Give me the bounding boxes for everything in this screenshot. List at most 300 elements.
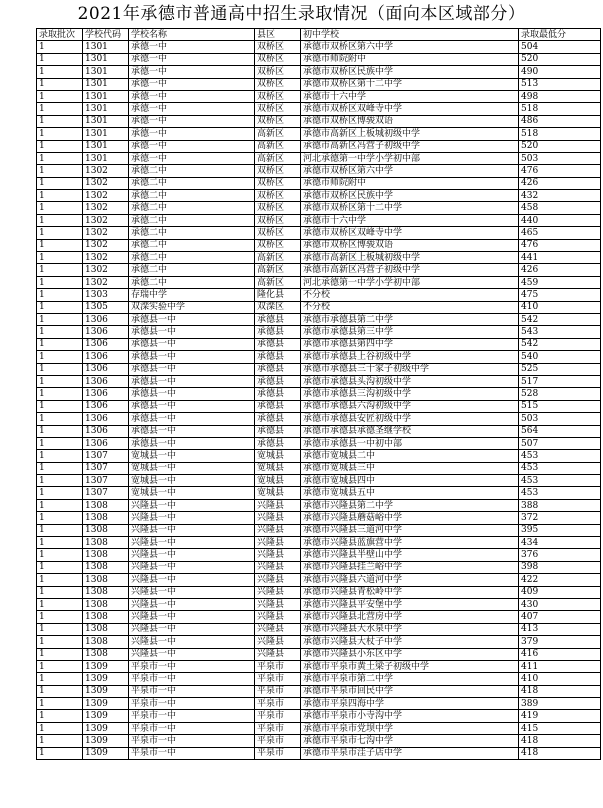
cell-batch: 1 [37,190,83,202]
cell-junior-school: 承德市平泉市回民中学 [301,685,519,697]
cell-school-name: 承德一中 [129,128,255,140]
cell-school-code: 1306 [83,351,129,363]
cell-junior-school: 承德市十六中学 [301,90,519,102]
cell-school-name: 承德县一中 [129,326,255,338]
table-row [37,190,601,202]
cell-county: 平泉市 [255,722,301,734]
cell-junior-school: 河北承德第一中学小学初中部 [301,152,519,164]
table-row [37,512,601,524]
cell-min-score: 395 [519,524,601,536]
cell-junior-school: 承德市承德县第二中学 [301,313,519,325]
cell-school-name: 兴隆县一中 [129,574,255,586]
cell-min-score: 486 [519,115,601,127]
cell-junior-school: 承德市兴隆县大杖子中学 [301,636,519,648]
cell-school-code: 1307 [83,462,129,474]
table-row [37,673,601,685]
cell-school-name: 平泉市一中 [129,698,255,710]
cell-batch: 1 [37,152,83,164]
cell-batch: 1 [37,301,83,313]
cell-county: 承德县 [255,338,301,350]
table-row [37,475,601,487]
cell-school-code: 1306 [83,400,129,412]
table-row [37,487,601,499]
cell-school-name: 宽城县一中 [129,487,255,499]
cell-batch: 1 [37,375,83,387]
table-row [37,388,601,400]
cell-county: 双桥区 [255,214,301,226]
cell-county: 承德县 [255,400,301,412]
cell-county: 双桥区 [255,165,301,177]
cell-junior-school: 承德市平泉市洼子店中学 [301,747,519,759]
cell-junior-school: 承德市承德县头沟初级中学 [301,375,519,387]
cell-school-name: 承德县一中 [129,425,255,437]
table-row [37,499,601,511]
cell-county: 兴隆县 [255,636,301,648]
cell-min-score: 458 [519,202,601,214]
cell-junior-school: 不分校 [301,289,519,301]
cell-school-code: 1308 [83,623,129,635]
page-title: 2021年承德市普通高中招生录取情况（面向本区域部分） [77,4,526,24]
cell-school-code: 1309 [83,747,129,759]
cell-batch: 1 [37,177,83,189]
cell-school-code: 1302 [83,264,129,276]
cell-school-code: 1303 [83,289,129,301]
cell-school-code: 1301 [83,41,129,53]
cell-school-name: 双滦实验中学 [129,301,255,313]
table-row [37,363,601,375]
header-batch: 录取批次 [37,29,83,41]
cell-county: 兴隆县 [255,623,301,635]
cell-min-score: 430 [519,598,601,610]
cell-county: 隆化县 [255,289,301,301]
cell-min-score: 498 [519,90,601,102]
cell-min-score: 465 [519,227,601,239]
cell-junior-school: 河北承德第一中学小学初中部 [301,276,519,288]
cell-county: 宽城县 [255,487,301,499]
cell-county: 双桥区 [255,103,301,115]
cell-min-score: 388 [519,499,601,511]
cell-batch: 1 [37,598,83,610]
cell-school-code: 1307 [83,475,129,487]
cell-school-name: 兴隆县一中 [129,524,255,536]
cell-min-score: 411 [519,660,601,672]
cell-batch: 1 [37,698,83,710]
cell-min-score: 372 [519,512,601,524]
cell-school-code: 1309 [83,660,129,672]
table-row [37,549,601,561]
cell-county: 宽城县 [255,475,301,487]
cell-junior-school: 承德市师院附中 [301,177,519,189]
cell-junior-school: 承德市双桥区第六中学 [301,165,519,177]
cell-school-code: 1306 [83,388,129,400]
cell-junior-school: 承德市承德县六沟初级中学 [301,400,519,412]
cell-school-name: 兴隆县一中 [129,598,255,610]
cell-school-code: 1301 [83,103,129,115]
cell-school-name: 兴隆县一中 [129,586,255,598]
cell-batch: 1 [37,487,83,499]
cell-min-score: 520 [519,140,601,152]
cell-min-score: 418 [519,735,601,747]
cell-school-name: 承德二中 [129,165,255,177]
cell-school-name: 承德县一中 [129,313,255,325]
header-junior-school: 初中学校 [301,29,519,41]
header-county: 县区 [255,29,301,41]
cell-junior-school: 承德市宽城县五中 [301,487,519,499]
cell-county: 承德县 [255,375,301,387]
table-row [37,338,601,350]
cell-county: 兴隆县 [255,549,301,561]
cell-batch: 1 [37,53,83,65]
cell-min-score: 476 [519,165,601,177]
cell-school-code: 1308 [83,586,129,598]
table-row [37,301,601,313]
cell-county: 双桥区 [255,53,301,65]
cell-batch: 1 [37,611,83,623]
cell-school-name: 承德二中 [129,264,255,276]
cell-county: 承德县 [255,437,301,449]
cell-school-code: 1301 [83,78,129,90]
cell-min-score: 503 [519,152,601,164]
table-row [37,561,601,573]
cell-school-name: 承德一中 [129,66,255,78]
table-row [37,437,601,449]
cell-school-code: 1309 [83,685,129,697]
cell-school-name: 承德二中 [129,252,255,264]
cell-school-name: 承德二中 [129,276,255,288]
cell-school-code: 1308 [83,499,129,511]
table-row [37,239,601,251]
table-row [37,152,601,164]
cell-school-name: 承德县一中 [129,388,255,400]
cell-min-score: 389 [519,698,601,710]
cell-batch: 1 [37,165,83,177]
cell-min-score: 426 [519,264,601,276]
cell-batch: 1 [37,239,83,251]
cell-county: 兴隆县 [255,598,301,610]
cell-school-name: 平泉市一中 [129,747,255,759]
cell-batch: 1 [37,326,83,338]
cell-school-name: 宽城县一中 [129,450,255,462]
cell-school-name: 承德二中 [129,214,255,226]
cell-school-code: 1308 [83,512,129,524]
table-row [37,214,601,226]
table-row [37,685,601,697]
cell-batch: 1 [37,388,83,400]
table-row [37,140,601,152]
cell-school-code: 1309 [83,735,129,747]
cell-county: 高新区 [255,252,301,264]
table-row [37,41,601,53]
cell-min-score: 434 [519,537,601,549]
table-row [37,598,601,610]
table-row [37,375,601,387]
table-row [37,103,601,115]
cell-batch: 1 [37,450,83,462]
header-min-score: 录取最低分 [519,29,601,41]
cell-junior-school: 承德市高新区冯营子初级中学 [301,140,519,152]
cell-junior-school: 承德市承德县上谷初级中学 [301,351,519,363]
cell-batch: 1 [37,41,83,53]
cell-school-name: 承德二中 [129,239,255,251]
cell-batch: 1 [37,462,83,474]
cell-batch: 1 [37,425,83,437]
cell-junior-school: 承德市兴隆县蘑菇峪中学 [301,512,519,524]
cell-school-code: 1308 [83,537,129,549]
cell-county: 兴隆县 [255,524,301,536]
cell-batch: 1 [37,648,83,660]
cell-school-name: 兴隆县一中 [129,537,255,549]
cell-min-score: 453 [519,450,601,462]
cell-batch: 1 [37,264,83,276]
cell-min-score: 440 [519,214,601,226]
cell-county: 双桥区 [255,115,301,127]
cell-batch: 1 [37,413,83,425]
table-row [37,177,601,189]
cell-junior-school: 承德市平泉市七沟中学 [301,735,519,747]
cell-school-code: 1302 [83,202,129,214]
cell-min-score: 459 [519,276,601,288]
cell-batch: 1 [37,512,83,524]
cell-school-code: 1302 [83,252,129,264]
cell-junior-school: 承德市高新区上板城初级中学 [301,252,519,264]
table-row [37,586,601,598]
cell-school-code: 1306 [83,326,129,338]
cell-school-name: 承德一中 [129,90,255,102]
cell-min-score: 426 [519,177,601,189]
cell-junior-school: 承德市双桥区第六中学 [301,41,519,53]
cell-junior-school: 承德市兴隆县三道河中学 [301,524,519,536]
cell-batch: 1 [37,660,83,672]
cell-junior-school: 承德市承德县一中初中部 [301,437,519,449]
cell-county: 承德县 [255,351,301,363]
table-row [37,264,601,276]
cell-junior-school: 承德市高新区冯营子初级中学 [301,264,519,276]
cell-school-code: 1305 [83,301,129,313]
cell-county: 承德县 [255,388,301,400]
table-row [37,128,601,140]
table-row [37,115,601,127]
cell-min-score: 413 [519,623,601,635]
cell-min-score: 416 [519,648,601,660]
cell-school-code: 1309 [83,698,129,710]
cell-county: 兴隆县 [255,648,301,660]
cell-school-name: 承德一中 [129,78,255,90]
table-row [37,90,601,102]
cell-min-score: 515 [519,400,601,412]
cell-school-code: 1309 [83,722,129,734]
cell-school-code: 1302 [83,190,129,202]
cell-school-name: 存瑞中学 [129,289,255,301]
table-row [37,660,601,672]
admission-table [36,28,601,760]
cell-batch: 1 [37,227,83,239]
cell-batch: 1 [37,623,83,635]
cell-min-score: 513 [519,78,601,90]
table-body [37,41,601,760]
cell-junior-school: 不分校 [301,301,519,313]
cell-min-score: 453 [519,487,601,499]
cell-batch: 1 [37,574,83,586]
table-row [37,227,601,239]
cell-school-name: 兴隆县一中 [129,499,255,511]
table-row [37,747,601,759]
table-row [37,735,601,747]
cell-junior-school: 承德市兴隆县小东区中学 [301,648,519,660]
cell-county: 双桥区 [255,177,301,189]
cell-school-code: 1306 [83,375,129,387]
cell-min-score: 540 [519,351,601,363]
cell-county: 兴隆县 [255,537,301,549]
cell-batch: 1 [37,103,83,115]
cell-batch: 1 [37,351,83,363]
cell-min-score: 542 [519,338,601,350]
table-row [37,524,601,536]
cell-county: 双滦区 [255,301,301,313]
cell-county: 双桥区 [255,239,301,251]
cell-county: 承德县 [255,363,301,375]
cell-batch: 1 [37,475,83,487]
cell-batch: 1 [37,338,83,350]
cell-school-name: 承德二中 [129,202,255,214]
cell-batch: 1 [37,78,83,90]
cell-batch: 1 [37,685,83,697]
cell-county: 双桥区 [255,227,301,239]
cell-batch: 1 [37,214,83,226]
cell-school-code: 1301 [83,90,129,102]
cell-county: 双桥区 [255,41,301,53]
cell-county: 平泉市 [255,747,301,759]
table-row [37,326,601,338]
cell-county: 高新区 [255,140,301,152]
cell-min-score: 415 [519,722,601,734]
cell-county: 兴隆县 [255,499,301,511]
cell-batch: 1 [37,710,83,722]
cell-junior-school: 承德市承德县三十家子初级中学 [301,363,519,375]
table-row [37,611,601,623]
cell-school-name: 承德县一中 [129,437,255,449]
cell-min-score: 441 [519,252,601,264]
cell-school-name: 承德县一中 [129,400,255,412]
cell-school-code: 1301 [83,152,129,164]
cell-batch: 1 [37,202,83,214]
cell-county: 平泉市 [255,710,301,722]
table-row [37,648,601,660]
cell-junior-school: 承德市平泉四海中学 [301,698,519,710]
cell-county: 兴隆县 [255,561,301,573]
cell-min-score: 398 [519,561,601,573]
cell-county: 双桥区 [255,202,301,214]
cell-school-code: 1301 [83,115,129,127]
cell-county: 高新区 [255,128,301,140]
header-school-name: 学校名称 [129,29,255,41]
cell-min-score: 453 [519,475,601,487]
table-row [37,313,601,325]
table-row [37,425,601,437]
cell-min-score: 376 [519,549,601,561]
table-row [37,636,601,648]
cell-county: 兴隆县 [255,586,301,598]
table-row [37,78,601,90]
cell-county: 承德县 [255,313,301,325]
cell-junior-school: 承德市双桥区第十二中学 [301,202,519,214]
cell-school-code: 1302 [83,227,129,239]
cell-school-code: 1302 [83,165,129,177]
table-row [37,698,601,710]
cell-min-score: 520 [519,53,601,65]
cell-county: 双桥区 [255,190,301,202]
cell-junior-school: 承德市承德县第三中学 [301,326,519,338]
cell-school-code: 1308 [83,549,129,561]
cell-min-score: 525 [519,363,601,375]
table-row [37,450,601,462]
cell-min-score: 419 [519,710,601,722]
cell-batch: 1 [37,722,83,734]
cell-min-score: 410 [519,301,601,313]
cell-batch: 1 [37,140,83,152]
cell-junior-school: 承德市兴隆县大水泉中学 [301,623,519,635]
cell-min-score: 422 [519,574,601,586]
cell-min-score: 503 [519,413,601,425]
cell-min-score: 476 [519,239,601,251]
cell-school-code: 1302 [83,239,129,251]
cell-batch: 1 [37,673,83,685]
cell-batch: 1 [37,363,83,375]
cell-junior-school: 承德市平泉市黄土梁子初级中学 [301,660,519,672]
cell-school-name: 承德一中 [129,140,255,152]
cell-county: 双桥区 [255,90,301,102]
cell-junior-school: 承德市承德县三沟初级中学 [301,388,519,400]
cell-min-score: 475 [519,289,601,301]
table-row [37,351,601,363]
cell-batch: 1 [37,289,83,301]
cell-min-score: 518 [519,128,601,140]
cell-junior-school: 承德市兴隆县挂兰峪中学 [301,561,519,573]
table-row [37,400,601,412]
cell-school-code: 1306 [83,437,129,449]
cell-min-score: 418 [519,747,601,759]
cell-county: 宽城县 [255,450,301,462]
cell-batch: 1 [37,747,83,759]
cell-school-name: 平泉市一中 [129,685,255,697]
cell-school-code: 1306 [83,363,129,375]
cell-junior-school: 承德市高新区上板城初级中学 [301,128,519,140]
cell-min-score: 504 [519,41,601,53]
cell-school-code: 1307 [83,450,129,462]
cell-school-code: 1302 [83,276,129,288]
cell-school-code: 1301 [83,53,129,65]
cell-min-score: 407 [519,611,601,623]
cell-min-score: 418 [519,685,601,697]
cell-junior-school: 承德市宽城县四中 [301,475,519,487]
cell-min-score: 490 [519,66,601,78]
table-row [37,276,601,288]
cell-county: 双桥区 [255,66,301,78]
cell-school-code: 1308 [83,636,129,648]
cell-county: 双桥区 [255,78,301,90]
cell-junior-school: 承德市宽城县二中 [301,450,519,462]
cell-county: 高新区 [255,264,301,276]
cell-school-name: 兴隆县一中 [129,611,255,623]
cell-batch: 1 [37,437,83,449]
cell-school-code: 1301 [83,66,129,78]
table-row [37,537,601,549]
table-row [37,462,601,474]
cell-batch: 1 [37,90,83,102]
cell-min-score: 528 [519,388,601,400]
cell-min-score: 542 [519,313,601,325]
cell-junior-school: 承德市承德县承德圣继学校 [301,425,519,437]
cell-school-code: 1308 [83,574,129,586]
